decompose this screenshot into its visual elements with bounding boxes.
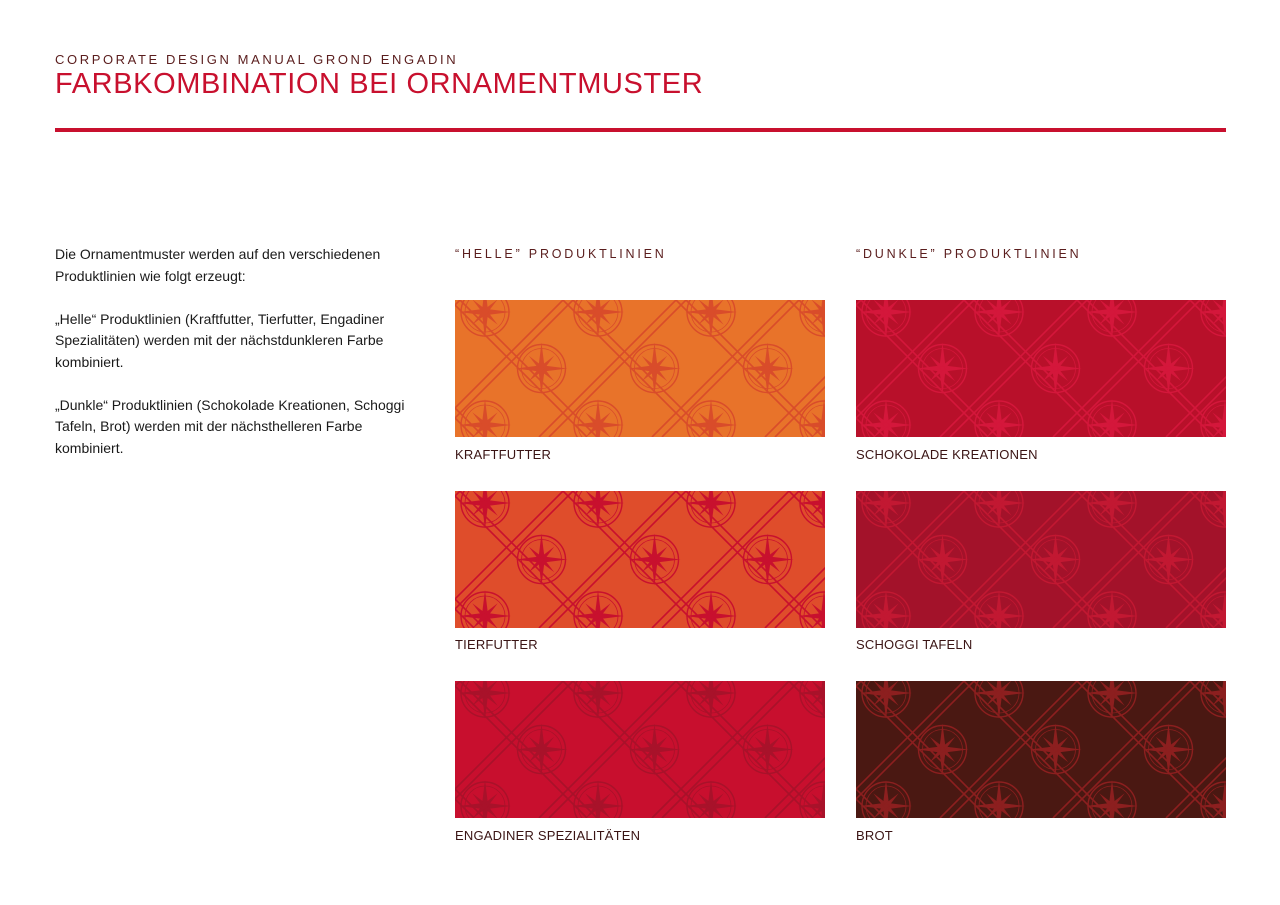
swatch-label: TIERFUTTER (455, 637, 538, 652)
title-divider (55, 128, 1226, 132)
column-heading-dark: “DUNKLE” PRODUKTLINIEN (856, 247, 1082, 261)
intro-text (55, 244, 420, 481)
intro-paragraph-3: „Dunkle“ Produktlinien (Schokolade Kreationen, Schoggi Tafeln, Brot) werden mit der nächsthelleren Farbe kombiniert. (55, 396, 405, 456)
swatch-engadiner-spezialitaeten (455, 681, 825, 818)
swatch-schoggi-tafeln (856, 491, 1226, 628)
page-title: FARBKOMBINATION BEI ORNAMENTMUSTER (55, 68, 704, 100)
swatch-label: SCHOGGI TAFELN (856, 637, 973, 652)
swatch-label: ENGADINER SPEZIALITÄTEN (455, 828, 641, 843)
swatch-label: KRAFTFUTTER (455, 447, 552, 462)
swatch-schokolade-kreationen (856, 300, 1226, 437)
doc-subtitle: CORPORATE DESIGN MANUAL GROND ENGADIN (55, 52, 459, 67)
intro-paragraph-2: „Helle“ Produktlinien (Kraftfutter, Tierfutter, Engadiner Spezialitäten) werden mit der nächstdunkleren Farbe kombiniert. (55, 310, 385, 370)
swatch-label: SCHOKOLADE KREATIONEN (856, 447, 1038, 462)
swatch-tierfutter (455, 491, 825, 628)
swatch-brot (856, 681, 1226, 818)
swatch-kraftfutter (455, 300, 825, 437)
column-heading-light: “HELLE” PRODUKTLINIEN (455, 247, 667, 261)
swatch-label: BROT (856, 828, 893, 843)
intro-paragraph-1: Die Ornamentmuster werden auf den verschiedenen Produktlinien wie folgt erzeugt: (55, 246, 381, 284)
